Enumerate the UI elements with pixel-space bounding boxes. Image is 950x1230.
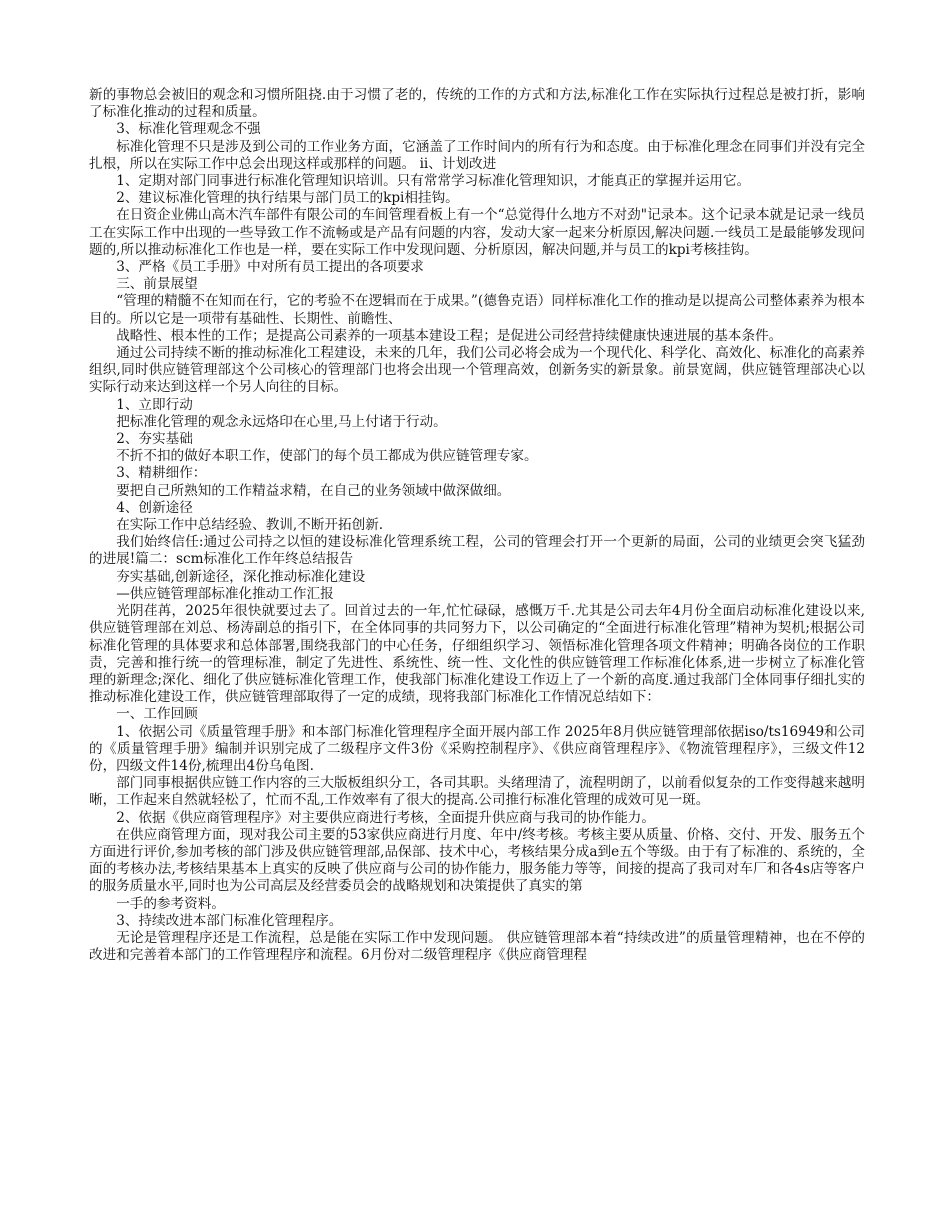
paragraph: 通过公司持续不断的推动标准化工程建设，未来的几年，我们公司必将会成为一个现代化、科学化、高效化、标准化的高素养组织,同时供应链管理部这个公司核心的管理部门也将会出现一个管理高效，创新务实的新景象。前景宽阔，供应链管理部决心以实际行动来达到这样一个另人向往的目标。	[89, 345, 865, 396]
paragraph: 标准化管理不只是涉及到公司的工作业务方面，它涵盖了工作时间内的所有行为和态度。由于标准化理念在同事们并没有完全扎根，所以在实际工作中总会出现这样或那样的问题。 ii、计划改进	[89, 138, 865, 172]
paragraph: 在日资企业佛山高木汽车部件有限公司的车间管理看板上有一个“总觉得什么地方不对劲"记录本。这个记录本就是记录一线员工在实际工作中出现的一些导致工作不流畅或是产品有问题的内容，发动大家一起来分析原因,解决问题.一线员工是最能够发现问题的,所以推动标准化工作也是一样，要在实际工作中发现问题、分析原因，解决问题,并与员工的kpi考核挂钩。	[89, 207, 865, 258]
paragraph: 战略性、根本性的工作；是提高公司素养的一项基本建设工程；是促进公司经营持续健康快速进展的基本条件。	[116, 327, 783, 344]
list-item: 3、持续改进本部门标准化管理程序。	[116, 912, 343, 929]
list-item: 2、建议标准化管理的执行结果与部门员工的kpi相挂钩。	[116, 190, 459, 207]
paragraph: 一手的参考资料。	[116, 895, 225, 912]
paragraph: 无论是管理程序还是工作流程，总是能在实际工作中发现问题。 供应链管理部本着“持续改进”的质量管理精神，也在不停的改进和完善着本部门的工作管理程序和流程。6月份对二级管理程序《供应商管理程	[89, 929, 865, 964]
paragraph: 把标准化管理的观念永远烙印在心里,马上付诸于行动。	[116, 413, 447, 430]
section-heading: 3、精耕细作：	[116, 465, 207, 482]
paragraph: 部门同事根据供应链工作内容的三大版板组织分工，各司其职。头绪理清了，流程明朗了，以前看似复杂的工作变得越来越明晰，工作起来自然就轻松了，忙而不乱,工作效率有了很大的提高.公司推行标准化管理的成效可见一斑。	[89, 775, 865, 809]
paragraph: 新的事物总会被旧的观念和习惯所阻挠.由于习惯了老的，传统的工作的方式和方法,标准化工作在实际执行过程总是被打折，影响了标准化推动的过程和质量。	[89, 87, 865, 121]
section-heading: 3、标准化管理观念不强	[116, 121, 261, 138]
paragraph: 在供应商管理方面，现对我公司主要的53家供应商进行月度、年中/终考核。考核主要从质量、价格、交付、开发、服务五个方面进行评价,参加考核的部门涉及供应链管理部,品保部、技术中心，考核结果分成a到e五个等级。由于有了标准的、系统的，全面的考核办法,考核结果基本上真实的反映了供应商与公司的协作能力，服务能力等等，间接的提高了我司对车厂和各4s店等客户的服务质量水平,同时也为公司高层及经营委员会的战略规划和决策提供了真实的第	[89, 826, 865, 895]
paragraph: 光阴荏苒，2025年很快就要过去了。回首过去的一年,忙忙碌碌，感慨万千.尤其是公司去年4月份全面启动标准化建设以来,供应链管理部在刘总、杨涛副总的指引下，在全体同事的共同努力下，以公司确定的“全面进行标准化管理”精神为契机;根据公司标准化管理的具体要求和总体部署,围绕我部门的中心任务，仔细组织学习、领悟标准化管理各项文件精神；明确各岗位的工作职责，完善和推行统一的管理标准，制定了先进性、系统性、统一性、文化性的供应链管理工作标准化体系,进一步树立了标准化管理的新理念;深化、细化了供应链标准化管理工作，使我部门标准化建设工作迈上了一个新的高度.通过我部门全体同事仔细扎实的推动标准化建设工作，供应链管理部取得了一定的成绩，现将我部门标准化工作情况总结如下：	[89, 603, 865, 706]
paragraph: 不折不扣的做好本职工作，使部门的每个员工都成为供应链管理专家。	[116, 448, 538, 465]
list-item: 1、定期对部门同事进行标准化管理知识培训。只有常常学习标准化管理知识，才能真正的掌握并运用它。	[116, 173, 751, 190]
paragraph: 要把自己所熟知的工作精益求精，在自己的业务领域中做深做细。	[116, 482, 511, 499]
paragraph: 在实际工作中总结经验、教训,不断开拓创新.	[116, 517, 384, 534]
section-heading: 2、夯实基础	[116, 431, 193, 448]
report-title: 夯实基础,创新途径，深化推动标准化建设	[116, 568, 366, 585]
section-heading: 一、工作回顾	[116, 706, 198, 723]
report-subtitle: —供应链管理部标准化推动工作汇报	[116, 585, 334, 602]
paragraph: 我们始终信任:通过公司持之以恒的建设标准化管理系统工程，公司的管理会打开一个更新的局面，公司的业绩更会突飞猛劲的进展!篇二：scm标准化工作年终总结报告	[89, 534, 865, 568]
paragraph: “管理的精髓不在知而在行，它的考验不在逻辑而在于成果。”(德鲁克语）同样标准化工作的推动是以提高公司整体素养为根本目的。所以它是一项带有基础性、长期性、前瞻性、	[89, 293, 865, 327]
section-heading: 三、前景展望	[116, 276, 198, 293]
list-item: 3、严格《员工手册》中对所有员工提出的各项要求	[116, 259, 424, 276]
list-item: 2、依据《供应商管理程序》对主要供应商进行考核，全面提升供应商与我司的协作能力。	[116, 809, 655, 826]
section-heading: 1、立即行动	[116, 396, 193, 413]
document-page	[89, 87, 865, 964]
paragraph: 1、依据公司《质量管理手册》和本部门标准化管理程序全面开展内部工作 2025年8月供应链管理部依据iso/ts16949和公司的《质量管理手册》编制并识别完成了二级程序文件3份《采购控制程序》、《供应商管理程序》、《物流管理程序》，三级文件12份，四级文件14份,梳理出4份乌龟图.	[89, 723, 865, 774]
section-heading: 4、创新途径	[116, 499, 193, 516]
